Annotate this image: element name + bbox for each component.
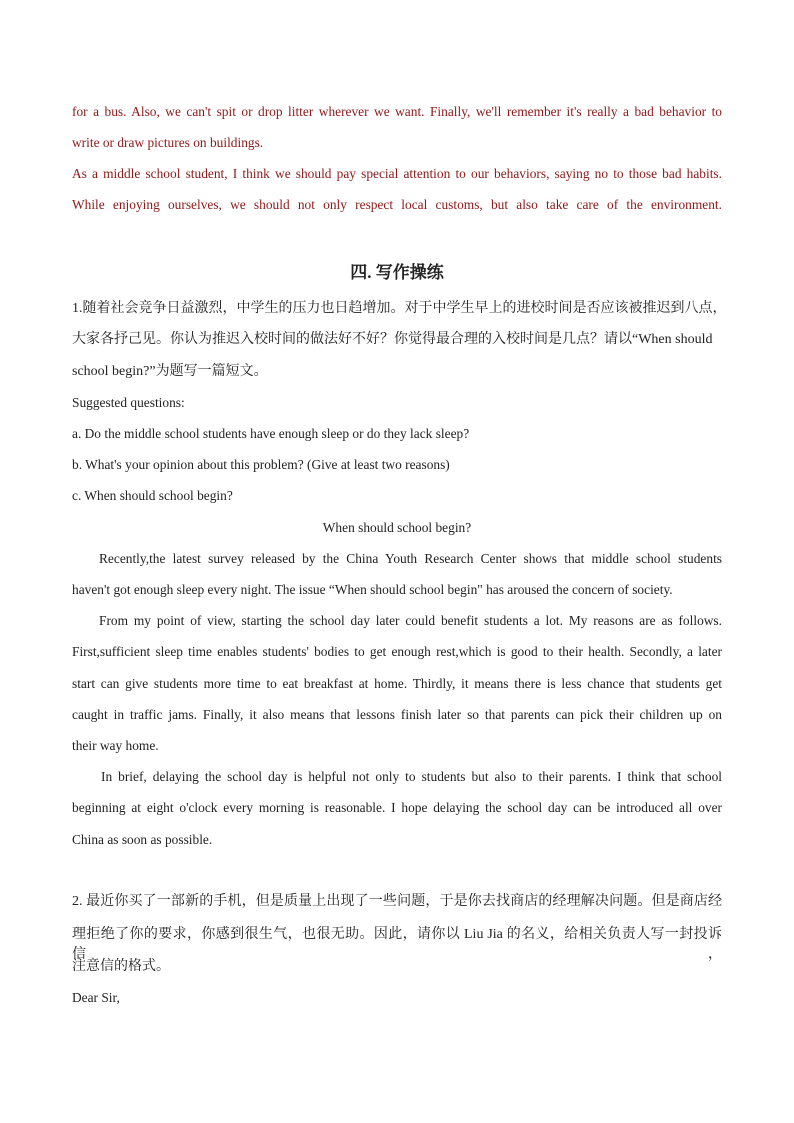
essay-line: their way home. <box>72 738 159 753</box>
task2-prompt-line: 注意信的格式。 <box>72 959 170 974</box>
suggested-question: b. What's your opinion about this problem? (Give at least two reasons) <box>72 457 450 472</box>
essay-line: First,sufficient sleep time enables students' bodies to get enough rest,which is good to their health. Secondly, a later <box>72 644 722 659</box>
suggested-questions-label: Suggested questions: <box>72 395 185 410</box>
essay-title: When should school begin? <box>322 520 472 535</box>
task2-prompt-line: 理拒绝了你的要求，你感到很生气，也很无助。因此，请你以 Liu Jia 的名义，给相关负责人写一封投诉信， <box>72 927 722 962</box>
essay-line: From my point of view, starting the school day later could benefit students a lot. My reasons are as follows. <box>99 613 722 628</box>
essay-line: Recently,the latest survey released by the China Youth Research Center shows that middle school students <box>99 551 722 566</box>
essay-line: China as soon as possible. <box>72 832 213 847</box>
task1-prompt-line: 大家各抒己见。你认为推迟入校时间的做法好不好？你觉得最合理的入校时间是几点？请以“When should <box>72 332 713 347</box>
task2-prompt-line: 2. 最近你买了一部新的手机，但是质量上出现了一些问题，于是你去找商店的经理解决问题。但是商店经 <box>72 894 722 909</box>
suggested-question: a. Do the middle school students have enough sleep or do they lack sleep? <box>72 426 470 441</box>
task1-prompt-line: 1.随着社会竞争日益激烈，中学生的压力也日趋增加。对于中学生早上的进校时间是否应该被推迟到八点， <box>72 301 727 316</box>
suggested-question: c. When should school begin? <box>72 488 233 503</box>
essay-line: In brief, delaying the school day is helpful not only to students but also to their parents. I think that school <box>101 769 722 784</box>
essay-line: beginning at eight o'clock every morning is reasonable. I hope delaying the school day can be introduced all over <box>72 800 722 815</box>
task1-prompt-line: school begin?”为题写一篇短文。 <box>72 364 268 379</box>
section-title: 四. 写作操练 <box>350 263 444 282</box>
essay-line: caught in traffic jams. Finally, it also means that lessons finish later so that parents can pick their children up on <box>72 707 722 722</box>
model-essay-line: While enjoying ourselves, we should not only respect local customs, but also take care of the environment. <box>72 197 722 212</box>
model-essay-line: write or draw pictures on buildings. <box>72 135 264 150</box>
essay-line: start can give students more time to eat breakfast at home. Thirdly, it means there is less chance that students get <box>72 676 722 691</box>
model-essay-line: for a bus. Also, we can't spit or drop litter wherever we want. Finally, we'll remember it's really a bad behavior to <box>72 104 722 119</box>
model-essay-line: As a middle school student, I think we should pay special attention to our behaviors, saying no to those bad habits. <box>72 166 722 181</box>
essay-line: haven't got enough sleep every night. The issue “When should school begin" has aroused the concern of society. <box>72 582 673 597</box>
letter-salutation: Dear Sir, <box>72 990 120 1005</box>
